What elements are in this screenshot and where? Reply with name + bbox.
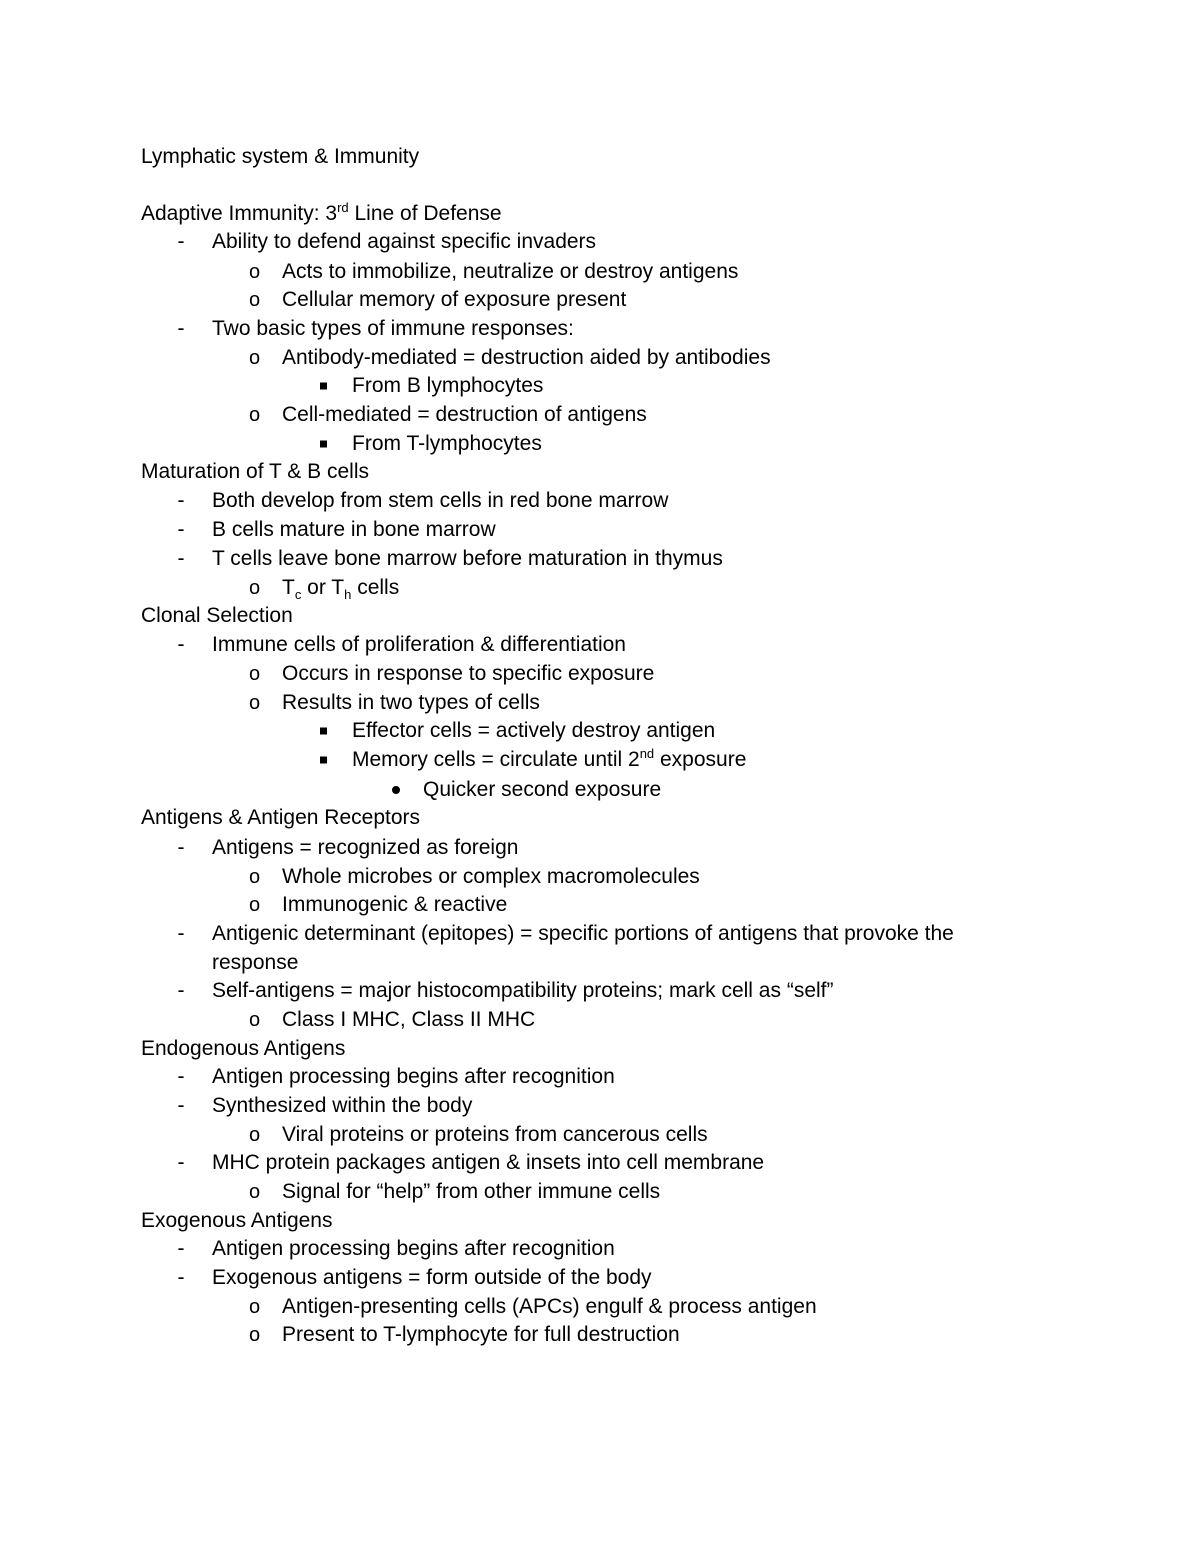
line-text: B cells mature in bone marrow bbox=[212, 518, 496, 541]
circle-bullet-icon: o bbox=[249, 261, 261, 283]
line-text: Class I MHC, Class II MHC bbox=[282, 1008, 536, 1031]
circle-bullet-icon: o bbox=[249, 404, 261, 426]
line-text: Results in two types of cells bbox=[282, 691, 540, 714]
circle-bullet-icon: o bbox=[249, 866, 261, 888]
line-text: Endogenous Antigens bbox=[141, 1037, 346, 1060]
outline-item bbox=[282, 1293, 817, 1321]
circle-bullet-icon: o bbox=[249, 577, 261, 599]
outline-item bbox=[212, 315, 574, 343]
line-text: response bbox=[212, 951, 299, 974]
circle-bullet-icon: o bbox=[249, 1181, 261, 1203]
line-text: Clonal Selection bbox=[141, 604, 293, 627]
line-text: From B lymphocytes bbox=[352, 374, 544, 397]
line-text: Antigen processing begins after recognition bbox=[212, 1065, 615, 1088]
outline-item bbox=[212, 949, 298, 977]
line-text: Antigen processing begins after recognition bbox=[212, 1237, 615, 1260]
dash-bullet-icon: - bbox=[177, 1266, 185, 1289]
outline-item bbox=[282, 344, 771, 372]
subscript-text: c bbox=[294, 587, 302, 603]
line-text: Antigens & Antigen Receptors bbox=[141, 806, 421, 829]
dash-bullet-icon: - bbox=[177, 230, 185, 253]
line-text: MHC protein packages antigen & insets into cell membrane bbox=[212, 1151, 765, 1174]
dash-bullet-icon: - bbox=[177, 518, 185, 541]
outline-item bbox=[282, 286, 626, 314]
circle-bullet-icon: o bbox=[249, 663, 261, 685]
dash-bullet-icon: - bbox=[177, 922, 185, 945]
dash-bullet-icon: - bbox=[177, 979, 185, 1002]
dash-bullet-icon: - bbox=[177, 1065, 185, 1088]
line-text: Exogenous Antigens bbox=[141, 1209, 333, 1232]
line-text: Occurs in response to specific exposure bbox=[282, 662, 655, 685]
circle-bullet-icon: o bbox=[249, 289, 261, 311]
line-text: T bbox=[282, 576, 295, 599]
line-text: Signal for “help” from other immune cells bbox=[282, 1180, 661, 1203]
circle-bullet-icon: o bbox=[249, 692, 261, 714]
outline-item bbox=[212, 1063, 615, 1091]
dash-bullet-icon: - bbox=[177, 547, 185, 570]
dash-bullet-icon: - bbox=[177, 1237, 185, 1260]
line-text: Maturation of T & B cells bbox=[141, 460, 369, 483]
outline-item bbox=[352, 430, 542, 458]
square-bullet-icon bbox=[320, 441, 327, 448]
line-text: Self-antigens = major histocompatibility proteins; mark cell as “self” bbox=[212, 979, 834, 1002]
line-text: Synthesized within the body bbox=[212, 1094, 473, 1117]
outline-item bbox=[282, 258, 738, 286]
square-bullet-icon bbox=[320, 757, 327, 764]
outline-item bbox=[212, 1264, 652, 1292]
line-text: Line of Defense bbox=[348, 202, 502, 225]
outline-item bbox=[212, 516, 496, 544]
line-text: Viral proteins or proteins from cancerous cells bbox=[282, 1123, 708, 1146]
outline-item bbox=[212, 487, 668, 515]
line-text: Present to T-lymphocyte for full destruction bbox=[282, 1323, 680, 1346]
outline-item bbox=[212, 834, 518, 862]
outline-item bbox=[282, 1321, 680, 1349]
line-text: Cell-mediated = destruction of antigens bbox=[282, 403, 647, 426]
section-heading bbox=[141, 458, 369, 486]
section-heading bbox=[141, 1035, 345, 1063]
line-text: Cellular memory of exposure present bbox=[282, 288, 627, 311]
outline-item bbox=[423, 776, 661, 804]
section-heading bbox=[141, 804, 420, 832]
dash-bullet-icon: - bbox=[177, 836, 185, 859]
square-bullet-icon bbox=[320, 383, 327, 390]
dash-bullet-icon: - bbox=[177, 317, 185, 340]
outline-item bbox=[212, 631, 626, 659]
line-text: Effector cells = actively destroy antigen bbox=[352, 719, 716, 742]
line-text: Two basic types of immune responses: bbox=[212, 317, 574, 340]
outline-item bbox=[212, 1149, 764, 1177]
circle-bullet-icon: o bbox=[249, 1124, 261, 1146]
dash-bullet-icon: - bbox=[177, 1094, 185, 1117]
line-text: or T bbox=[301, 576, 345, 599]
outline-item bbox=[212, 920, 954, 948]
supscript-text: rd bbox=[337, 200, 349, 215]
dash-bullet-icon: - bbox=[177, 1151, 185, 1174]
line-text: Acts to immobilize, neutralize or destroy antigens bbox=[282, 260, 739, 283]
outline-item bbox=[282, 1121, 708, 1149]
outline-item bbox=[352, 372, 543, 400]
line-text: Adaptive Immunity: 3 bbox=[141, 202, 338, 225]
outline-item bbox=[212, 545, 723, 573]
outline-item bbox=[212, 1235, 615, 1263]
outline-item bbox=[282, 689, 540, 717]
outline-item bbox=[282, 1006, 535, 1034]
dash-bullet-icon: - bbox=[177, 633, 185, 656]
line-text: Antigens = recognized as foreign bbox=[212, 836, 519, 859]
outline-item bbox=[352, 746, 746, 774]
outline-item bbox=[282, 891, 507, 919]
section-heading bbox=[141, 1207, 332, 1235]
line-text: From T-lymphocytes bbox=[352, 432, 542, 455]
line-text: Ability to defend against specific invaders bbox=[212, 230, 597, 253]
dot-bullet-icon bbox=[392, 786, 400, 794]
outline-item bbox=[282, 401, 647, 429]
line-text: Antigenic determinant (epitopes) = specific portions of antigens that provoke the bbox=[212, 922, 954, 945]
outline-item bbox=[212, 977, 834, 1005]
line-text: T cells leave bone marrow before maturation in thymus bbox=[212, 547, 723, 570]
line-text: Quicker second exposure bbox=[423, 778, 662, 801]
line-text: Both develop from stem cells in red bone marrow bbox=[212, 489, 669, 512]
line-text: Whole microbes or complex macromolecules bbox=[282, 865, 700, 888]
line-text: cells bbox=[351, 576, 400, 599]
circle-bullet-icon: o bbox=[249, 1296, 261, 1318]
section-heading bbox=[141, 602, 293, 630]
outline-item bbox=[282, 660, 654, 688]
circle-bullet-icon: o bbox=[249, 1324, 261, 1346]
document-title: Lymphatic system & Immunity bbox=[141, 145, 420, 168]
outline-item bbox=[282, 574, 399, 602]
section-heading bbox=[141, 200, 502, 228]
outline-item bbox=[282, 863, 700, 891]
square-bullet-icon bbox=[320, 728, 327, 735]
outline-item bbox=[352, 717, 715, 745]
circle-bullet-icon: o bbox=[249, 894, 261, 916]
line-text: Antigen-presenting cells (APCs) engulf & process antigen bbox=[282, 1295, 817, 1318]
line-text: exposure bbox=[654, 748, 747, 771]
circle-bullet-icon: o bbox=[249, 1009, 261, 1031]
outline-item bbox=[212, 1092, 472, 1120]
line-text: Antibody-mediated = destruction aided by antibodies bbox=[282, 346, 771, 369]
line-text: Immune cells of proliferation & differentiation bbox=[212, 633, 626, 656]
line-text: Immunogenic & reactive bbox=[282, 893, 508, 916]
line-text: Memory cells = circulate until 2 bbox=[352, 748, 640, 771]
circle-bullet-icon: o bbox=[249, 347, 261, 369]
line-text: Exogenous antigens = form outside of the body bbox=[212, 1266, 652, 1289]
outline-item bbox=[282, 1178, 660, 1206]
dash-bullet-icon: - bbox=[177, 489, 185, 512]
outline-item bbox=[212, 228, 596, 256]
subscript-text: h bbox=[344, 587, 352, 603]
supscript-text: nd bbox=[639, 746, 655, 761]
